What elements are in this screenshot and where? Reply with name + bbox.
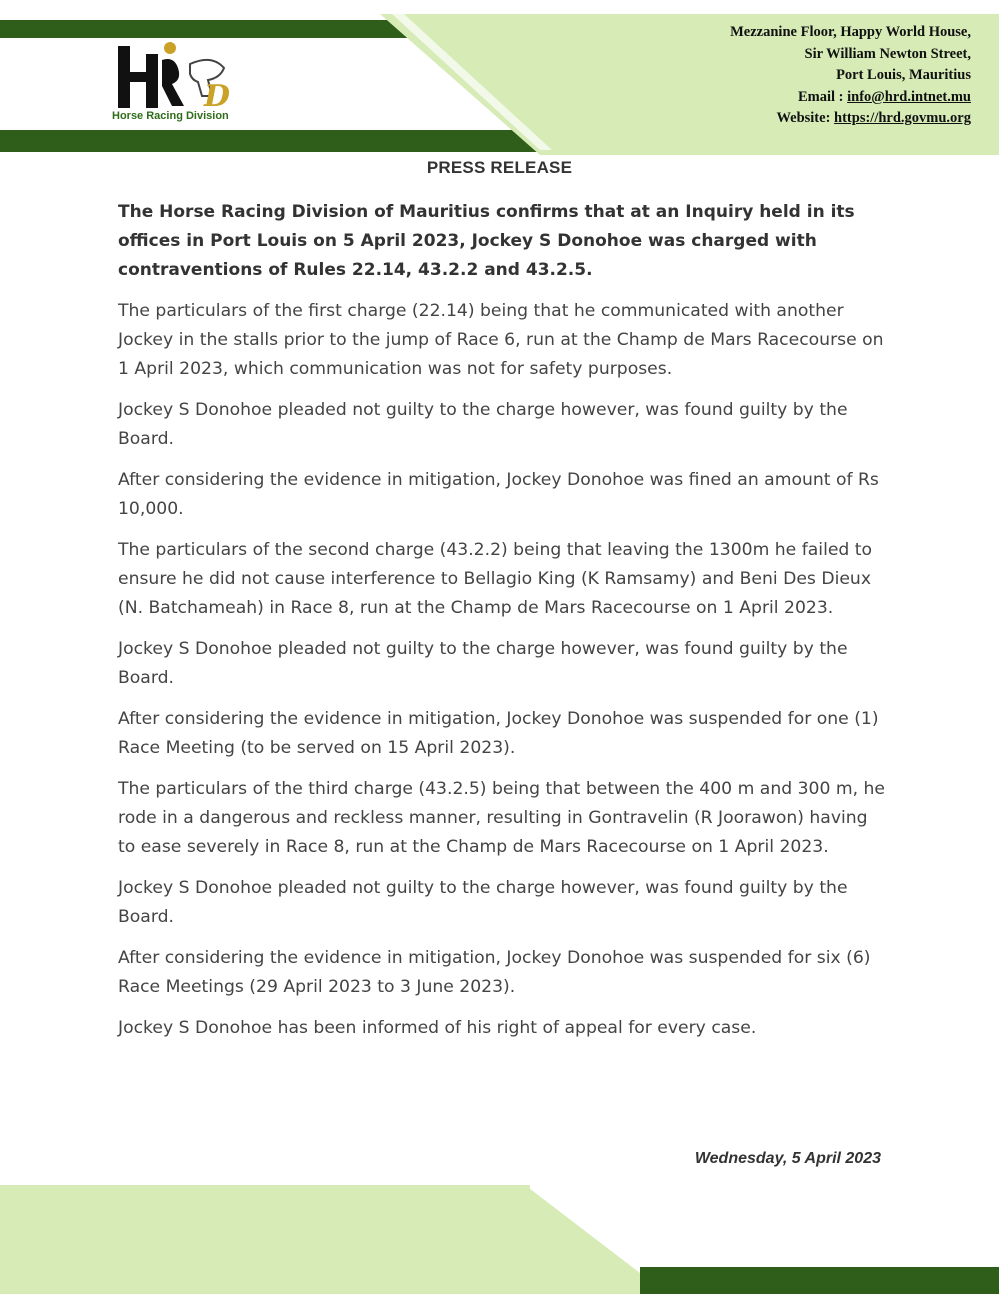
footer-band	[0, 1185, 999, 1294]
email-row	[730, 87, 971, 109]
paragraph: Jockey S Donohoe pleaded not guilty to the charge however, was found guilty by the Board.	[118, 878, 848, 927]
logo-subtitle: Horse Racing Division	[112, 110, 229, 122]
paragraph: After considering the evidence in mitigation, Jockey Donohoe was suspended for six (6) Race Meetings (29 April 2023 to 3 June 2023).	[118, 948, 871, 997]
paragraph: Jockey S Donohoe has been informed of his right of appeal for every case.	[118, 1018, 757, 1038]
address-line-1: Mezzanine Floor, Happy World House,	[730, 24, 971, 40]
website-row	[730, 108, 971, 130]
paragraph: After considering the evidence in mitigation, Jockey Donohoe was suspended for one (1) Race Meeting (to be served on 15 April 2023).	[118, 709, 879, 758]
paragraph: The particulars of the second charge (43.2.2) being that leaving the 1300m he failed to ensure he did not cause interference to Bellagio King (K Ramsamy) and Beni Des Dieux (N. Batchameah) in Race 8, run at the Champ de Mars Racecourse on 1 April 2023.	[118, 540, 873, 618]
release-date: Wednesday, 5 April 2023	[694, 1150, 881, 1167]
paragraph: The particulars of the first charge (22.14) being that he communicated with another Jockey in the stalls prior to the jump of Race 6, run at the Champ de Mars Racecourse on 1 April 2023, which communication was not for safety purposes.	[118, 301, 884, 379]
page-title: PRESS RELEASE	[426, 158, 573, 177]
paragraph: Jockey S Donohoe pleaded not guilty to the charge however, was found guilty by the Board.	[118, 400, 848, 449]
website-label: Website:	[776, 110, 835, 126]
email-label: Email :	[797, 88, 848, 105]
press-release-body	[118, 198, 888, 1055]
email-link[interactable]: info@hrd.intnet.mu	[847, 88, 971, 105]
address-block	[730, 22, 971, 130]
address-line-2: Sir William Newton Street,	[804, 45, 971, 62]
svg-text:D: D	[204, 79, 231, 110]
lead-paragraph: The Horse Racing Division of Mauritius confirms that at an Inquiry held in its offices in Port Louis on 5 April 2023, Jockey S Donohoe was charged with contraventions of Rules 22.14, 43.2.2 and 43.2.5.	[118, 202, 855, 280]
horse-logo-icon	[112, 40, 242, 110]
website-link[interactable]: https://hrd.govmu.org	[834, 110, 971, 126]
paragraph: After considering the evidence in mitigation, Jockey Donohoe was fined an amount of Rs 10,000.	[118, 470, 879, 519]
paragraph: The particulars of the third charge (43.2.5) being that between the 400 m and 300 m, he rode in a dangerous and reckless manner, resulting in Gontravelin (R Joorawon) having to ease severely in Race 8, run at the Champ de Mars Racecourse on 1 April 2023.	[118, 779, 885, 857]
paragraph: Jockey S Donohoe pleaded not guilty to the charge however, was found guilty by the Board.	[118, 639, 848, 688]
address-line-3: Port Louis, Mauritius	[836, 67, 971, 83]
hrd-logo	[112, 40, 242, 130]
